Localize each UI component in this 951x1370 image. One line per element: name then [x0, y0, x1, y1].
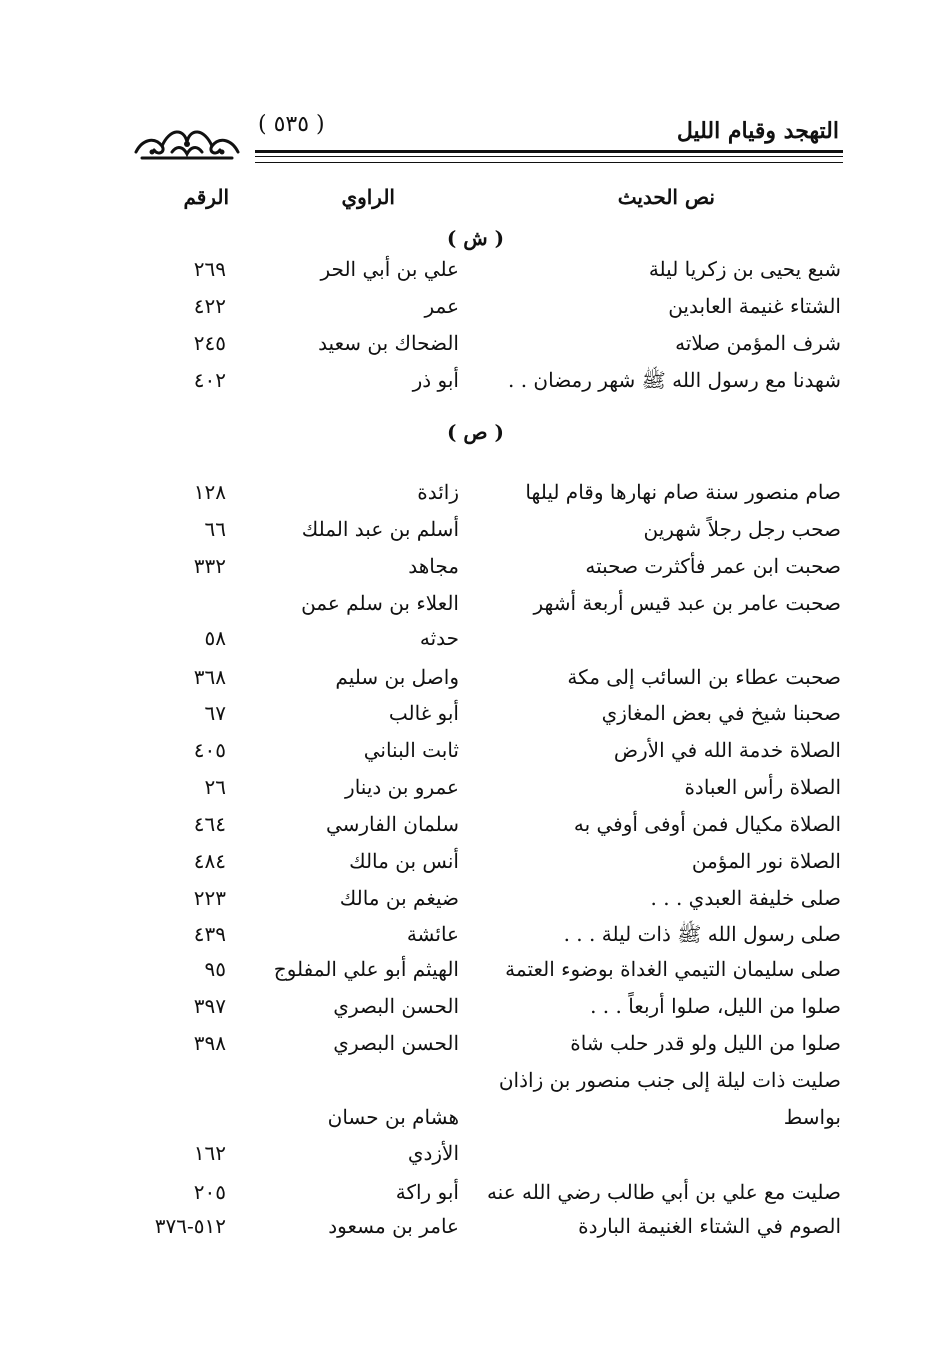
- hadith-text: صحبت عامر بن عبد قيس أربعة أشهر: [533, 591, 841, 615]
- hadith-text: الصلاة خدمة الله في الأرض: [613, 738, 841, 762]
- hadith-text: الصلاة مكيال فمن أوفى أوفي به: [573, 812, 841, 836]
- table-row: [0, 1180, 951, 1216]
- hadith-text: صلى سليمان التيمي الغداة بوضوء العتمة: [505, 957, 841, 981]
- hadith-number: ٥١٢-٣٧٦: [154, 1214, 226, 1238]
- table-row: [0, 849, 951, 885]
- header-rule-thin: [255, 156, 843, 157]
- table-row: [0, 294, 951, 330]
- hadith-number: ١٦٢: [193, 1141, 226, 1165]
- hadith-number: ٤٢٢: [193, 294, 226, 318]
- hadith-text: بواسط: [783, 1105, 841, 1129]
- table-row: [0, 331, 951, 367]
- hadith-text: صحبت ابن عمر فأكثرت صحبته: [585, 554, 841, 578]
- hadith-text: صام منصور سنة صام نهارها وقام ليلها: [525, 480, 841, 504]
- hadith-text: الصلاة نور المؤمن: [691, 849, 841, 873]
- column-header-narrator: الراوي: [341, 185, 395, 209]
- table-row: [0, 368, 951, 404]
- narrator: الضحاك بن سعيد: [318, 331, 459, 355]
- narrator: مجاهد: [408, 554, 459, 578]
- table-row: [0, 1214, 951, 1250]
- hadith-text: صحبت عطاء بن السائب إلى مكة: [567, 665, 841, 689]
- table-row: [0, 517, 951, 553]
- hadith-text: شرف المؤمن صلاته: [675, 331, 841, 355]
- hadith-text: صليت مع علي بن أبي طالب رضي الله عنه: [486, 1180, 841, 1204]
- hadith-text: شبع يحيى بن زكريا ليلة: [648, 257, 841, 281]
- narrator: حدثه: [419, 626, 459, 650]
- narrator: عمر: [424, 294, 459, 318]
- hadith-text: صحبنا شيخ في بعض المغازي: [601, 701, 841, 725]
- header-rule-thin: [255, 162, 843, 163]
- hadith-number: ٤٠٢: [193, 368, 226, 392]
- hadith-number: ٦٦: [204, 517, 226, 541]
- table-row: [0, 257, 951, 293]
- running-title: التهجد وقيام الليل: [676, 118, 839, 144]
- hadith-number: ٤٦٤: [193, 812, 226, 836]
- table-row: [0, 480, 951, 516]
- hadith-text: صحب رجل رجلاً شهرين: [643, 517, 841, 541]
- table-row: [0, 1031, 951, 1067]
- narrator: هشام بن حسان: [327, 1105, 459, 1129]
- hadith-text: الصوم في الشتاء الغنيمة الباردة: [578, 1214, 841, 1238]
- narrator: الحسن البصري: [333, 1031, 459, 1055]
- hadith-number: ٤٨٤: [193, 849, 226, 873]
- section-heading: ( ص ): [446, 420, 505, 444]
- hadith-number: ٣٦٨: [193, 665, 226, 689]
- table-row: [0, 1068, 951, 1104]
- narrator: زائدة: [417, 480, 459, 504]
- narrator: عائشة: [406, 922, 459, 946]
- narrator: علي بن أبي الحر: [320, 257, 459, 281]
- table-row: [0, 1105, 951, 1141]
- narrator: ثابت البناني: [363, 738, 459, 762]
- narrator: واصل بن سليم: [335, 665, 459, 689]
- hadith-text: شهدنا مع رسول الله ﷺ شهر رمضان . .: [507, 368, 841, 392]
- narrator: أبو ذر: [412, 368, 459, 392]
- column-header-number: الرقم: [183, 185, 229, 209]
- table-row: [0, 738, 951, 774]
- hadith-number: ٢٢٣: [193, 886, 226, 910]
- table-row: [0, 957, 951, 993]
- table-row: [0, 775, 951, 811]
- narrator: عامر بن مسعود: [328, 1214, 459, 1238]
- narrator: الهيثم أبو علي المفلوج: [273, 957, 459, 981]
- narrator: أبو راكة: [395, 1180, 459, 1204]
- table-row: [0, 701, 951, 737]
- hadith-number: ٢٦٩: [193, 257, 226, 281]
- hadith-text: صليت ذات ليلة إلى جنب منصور بن زاذان: [498, 1068, 841, 1092]
- hadith-number: ٢٦: [204, 775, 226, 799]
- hadith-text: صلى رسول الله ﷺ ذات ليلة . . .: [563, 922, 841, 946]
- hadith-number: ٢٤٥: [193, 331, 226, 355]
- table-row: [0, 665, 951, 701]
- hadith-number: ٣٩٧: [193, 994, 226, 1018]
- header-rule-thick: [255, 150, 843, 153]
- hadith-text: الشتاء غنيمة العابدين: [668, 294, 841, 318]
- hadith-number: ١٢٨: [193, 480, 226, 504]
- narrator: أسلم بن عبد الملك: [301, 517, 459, 541]
- hadith-text: صلوا من الليل ولو قدر حلب شاة: [570, 1031, 841, 1055]
- table-row: [0, 994, 951, 1030]
- section-heading: ( ش ): [446, 226, 505, 250]
- narrator: سلمان الفارسي: [325, 812, 459, 836]
- page-number: ( ٥٣٥ ): [258, 112, 325, 137]
- narrator: ضيغم بن مالك: [339, 886, 459, 910]
- ornament-icon: [132, 122, 242, 164]
- hadith-number: ٢٠٥: [193, 1180, 226, 1204]
- hadith-text: صلى خليفة العبدي . . .: [650, 886, 841, 910]
- narrator: عمرو بن دينار: [345, 775, 459, 799]
- hadith-number: ٣٩٨: [193, 1031, 226, 1055]
- table-row: [0, 1141, 951, 1177]
- narrator: العلاء بن سلم عمن: [301, 591, 459, 615]
- table-row: [0, 922, 951, 958]
- narrator: أنس بن مالك: [349, 849, 459, 873]
- hadith-text: الصلاة رأس العبادة: [684, 775, 841, 799]
- hadith-number: ٣٣٢: [193, 554, 226, 578]
- table-row: [0, 812, 951, 848]
- hadith-number: ٤٣٩: [193, 922, 226, 946]
- table-row: [0, 554, 951, 590]
- hadith-number: ٥٨: [204, 626, 226, 650]
- column-header-text: نص الحديث: [617, 185, 715, 209]
- hadith-text: صلوا من الليل، صلوا أربعاً . . .: [590, 994, 841, 1018]
- table-row: [0, 886, 951, 922]
- narrator: أبو غالب: [388, 701, 459, 725]
- narrator: الأزدي: [407, 1141, 459, 1165]
- hadith-number: ٤٠٥: [193, 738, 226, 762]
- table-row: [0, 591, 951, 627]
- table-row: [0, 626, 951, 662]
- narrator: الحسن البصري: [333, 994, 459, 1018]
- hadith-number: ٦٧: [204, 701, 226, 725]
- hadith-number: ٩٥: [204, 957, 226, 981]
